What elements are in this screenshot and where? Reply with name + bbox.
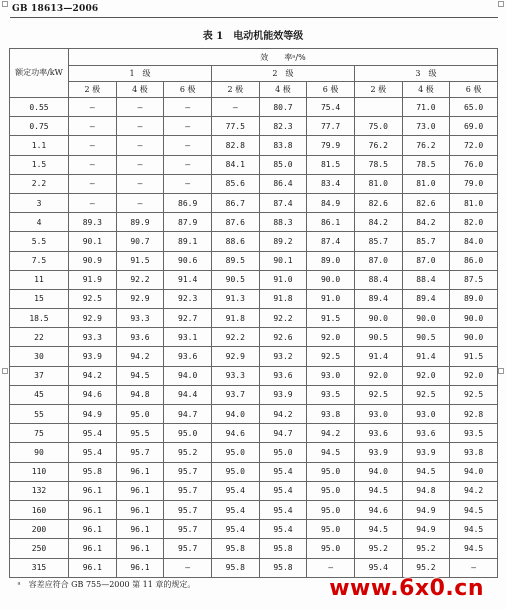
table-row [10, 270, 498, 289]
efficiency-cell: 96.1 [69, 500, 117, 519]
efficiency-cell: 93.6 [402, 424, 450, 443]
efficiency-cell: 76.2 [402, 136, 450, 155]
efficiency-cell: 80.7 [259, 98, 307, 117]
efficiency-cell: 96.1 [116, 539, 164, 558]
efficiency-cell: 95.4 [69, 424, 117, 443]
efficiency-cell: 94.0 [211, 405, 259, 424]
efficiency-cell: 86.1 [307, 213, 355, 232]
efficiency-cell: 91.5 [116, 251, 164, 270]
efficiency-header: 效 率ᵃ/% [69, 49, 498, 66]
efficiency-cell: 92.0 [402, 366, 450, 385]
efficiency-cell: 91.3 [211, 289, 259, 308]
efficiency-cell: 96.1 [116, 462, 164, 481]
efficiency-cell: 93.0 [402, 405, 450, 424]
table-row [10, 539, 498, 558]
efficiency-cell: 96.1 [116, 481, 164, 500]
efficiency-cell: 93.9 [354, 443, 402, 462]
table-row [10, 98, 498, 117]
table-row [10, 385, 498, 404]
efficiency-cell: 95.8 [211, 558, 259, 577]
efficiency-cell: 87.0 [402, 251, 450, 270]
efficiency-cell: 93.3 [116, 309, 164, 328]
efficiency-cell: 94.9 [402, 520, 450, 539]
efficiency-cell: 90.0 [307, 270, 355, 289]
efficiency-cell: 93.1 [164, 328, 212, 347]
efficiency-cell: 94.0 [164, 366, 212, 385]
power-cell: 22 [10, 328, 69, 347]
power-cell: 4 [10, 213, 69, 232]
efficiency-cell: 95.0 [307, 500, 355, 519]
efficiency-cell: 94.2 [450, 481, 498, 500]
efficiency-cell: — [307, 558, 355, 577]
efficiency-cell: 95.0 [259, 443, 307, 462]
efficiency-cell: 95.2 [354, 539, 402, 558]
efficiency-cell: 91.5 [450, 347, 498, 366]
efficiency-cell: — [69, 155, 117, 174]
table-row [10, 155, 498, 174]
efficiency-cell: 95.8 [259, 558, 307, 577]
table-row [10, 347, 498, 366]
power-cell: 1.1 [10, 136, 69, 155]
efficiency-cell: — [116, 98, 164, 117]
efficiency-cell: 92.6 [259, 328, 307, 347]
table-row [10, 481, 498, 500]
efficiency-cell: 94.5 [116, 366, 164, 385]
efficiency-cell: 95.7 [164, 520, 212, 539]
efficiency-cell: 94.5 [307, 443, 355, 462]
efficiency-cell: 88.4 [402, 270, 450, 289]
efficiency-cell: 89.1 [164, 232, 212, 251]
efficiency-cell: — [164, 174, 212, 193]
selection-handle[interactable] [498, 1, 504, 7]
efficiency-cell: 95.0 [211, 462, 259, 481]
efficiency-cell: — [116, 117, 164, 136]
efficiency-cell: 90.5 [354, 328, 402, 347]
efficiency-cell: 90.0 [450, 309, 498, 328]
efficiency-cell: 91.0 [259, 270, 307, 289]
efficiency-cell: 94.6 [354, 500, 402, 519]
table-title: 表 1 电动机能效等级 [202, 31, 304, 42]
efficiency-cell: 87.5 [450, 270, 498, 289]
table-row [10, 232, 498, 251]
efficiency-cell: — [69, 174, 117, 193]
efficiency-table [9, 48, 498, 592]
efficiency-cell: 65.0 [450, 98, 498, 117]
efficiency-cell: 81.0 [450, 193, 498, 212]
pole-header: 2 极 [211, 82, 259, 98]
efficiency-cell: 79.0 [450, 174, 498, 193]
power-cell: 0.75 [10, 117, 69, 136]
pole-header: 4 极 [116, 82, 164, 98]
efficiency-cell: 78.5 [402, 155, 450, 174]
efficiency-cell: 85.7 [402, 232, 450, 251]
efficiency-cell: 92.5 [69, 289, 117, 308]
efficiency-cell: 94.6 [211, 424, 259, 443]
efficiency-cell: 84.2 [402, 213, 450, 232]
efficiency-cell: 92.7 [164, 309, 212, 328]
efficiency-cell: 95.7 [164, 481, 212, 500]
selection-handle[interactable] [2, 368, 8, 374]
efficiency-cell: 92.5 [354, 385, 402, 404]
table-row [10, 366, 498, 385]
pole-header: 2 极 [69, 82, 117, 98]
efficiency-cell: 75.0 [354, 117, 402, 136]
efficiency-cell: 93.7 [211, 385, 259, 404]
efficiency-cell: 92.5 [307, 347, 355, 366]
efficiency-cell: 96.1 [69, 539, 117, 558]
power-cell: 45 [10, 385, 69, 404]
efficiency-cell: 92.2 [259, 309, 307, 328]
efficiency-cell: 89.0 [450, 289, 498, 308]
power-cell: 0.55 [10, 98, 69, 117]
efficiency-cell: — [211, 98, 259, 117]
grade-header: 3 级 [354, 66, 497, 82]
efficiency-cell: 84.2 [354, 213, 402, 232]
efficiency-cell: 95.0 [116, 405, 164, 424]
efficiency-cell: 94.0 [354, 462, 402, 481]
efficiency-cell: 95.7 [164, 462, 212, 481]
efficiency-cell: 91.8 [211, 309, 259, 328]
efficiency-cell: 95.4 [259, 481, 307, 500]
efficiency-cell: 76.2 [354, 136, 402, 155]
power-cell: 110 [10, 462, 69, 481]
efficiency-cell: — [69, 136, 117, 155]
efficiency-cell: 95.4 [354, 558, 402, 577]
efficiency-cell: — [69, 98, 117, 117]
efficiency-cell: 95.4 [259, 520, 307, 539]
efficiency-cell: 89.3 [69, 213, 117, 232]
table-row [10, 558, 498, 577]
efficiency-cell: 92.2 [116, 270, 164, 289]
efficiency-cell: 88.4 [354, 270, 402, 289]
efficiency-cell: 83.4 [307, 174, 355, 193]
pole-header: 6 极 [307, 82, 355, 98]
pole-header: 6 极 [164, 82, 212, 98]
efficiency-cell: — [116, 174, 164, 193]
efficiency-cell: 71.0 [402, 98, 450, 117]
pole-header: 4 极 [402, 82, 450, 98]
efficiency-cell: 90.0 [450, 328, 498, 347]
table-row [10, 424, 498, 443]
efficiency-cell: 94.2 [307, 424, 355, 443]
table-row [10, 193, 498, 212]
document-header: GB 18613—2006 [12, 4, 99, 14]
efficiency-cell: 93.0 [354, 405, 402, 424]
table-row [10, 462, 498, 481]
table-row [10, 251, 498, 270]
efficiency-cell: 91.0 [307, 289, 355, 308]
power-cell: 30 [10, 347, 69, 366]
efficiency-cell: 90.0 [354, 309, 402, 328]
efficiency-cell: 84.0 [450, 232, 498, 251]
efficiency-cell: 90.7 [116, 232, 164, 251]
efficiency-cell: 95.2 [402, 539, 450, 558]
efficiency-cell: 93.6 [354, 424, 402, 443]
efficiency-cell: 95.8 [259, 539, 307, 558]
efficiency-cell: — [164, 136, 212, 155]
power-cell: 2.2 [10, 174, 69, 193]
efficiency-cell: 96.1 [69, 481, 117, 500]
efficiency-cell: 90.6 [164, 251, 212, 270]
efficiency-cell: 93.9 [69, 347, 117, 366]
efficiency-cell: 89.4 [354, 289, 402, 308]
efficiency-cell: 94.5 [402, 462, 450, 481]
efficiency-cell: 89.0 [307, 251, 355, 270]
efficiency-cell: 82.6 [402, 193, 450, 212]
efficiency-cell: 81.0 [402, 174, 450, 193]
efficiency-cell: 93.5 [307, 385, 355, 404]
efficiency-cell: 92.5 [450, 385, 498, 404]
efficiency-cell: 94.7 [164, 405, 212, 424]
efficiency-cell: 77.5 [211, 117, 259, 136]
efficiency-cell: 89.2 [259, 232, 307, 251]
grade-header: 1 级 [69, 66, 212, 82]
pole-header: 2 极 [354, 82, 402, 98]
efficiency-cell: 93.6 [116, 328, 164, 347]
efficiency-cell: 91.9 [69, 270, 117, 289]
efficiency-cell: 86.0 [450, 251, 498, 270]
efficiency-cell: — [164, 155, 212, 174]
efficiency-cell: 94.2 [259, 405, 307, 424]
efficiency-cell: 93.3 [69, 328, 117, 347]
efficiency-cell: 86.4 [259, 174, 307, 193]
efficiency-cell: 92.5 [402, 385, 450, 404]
efficiency-cell: 90.5 [211, 270, 259, 289]
efficiency-cell: 86.9 [164, 193, 212, 212]
efficiency-cell: 87.9 [164, 213, 212, 232]
power-cell: 37 [10, 366, 69, 385]
power-cell: 160 [10, 500, 69, 519]
efficiency-cell: 95.0 [307, 462, 355, 481]
power-cell: 7.5 [10, 251, 69, 270]
efficiency-cell: 95.8 [69, 462, 117, 481]
pole-header: 4 极 [259, 82, 307, 98]
efficiency-cell: 89.4 [402, 289, 450, 308]
table-row [10, 174, 498, 193]
efficiency-cell: 85.0 [259, 155, 307, 174]
efficiency-cell: 93.2 [259, 347, 307, 366]
efficiency-cell: 91.4 [354, 347, 402, 366]
table-row [10, 289, 498, 308]
efficiency-cell: 90.9 [69, 251, 117, 270]
efficiency-cell: 95.4 [211, 520, 259, 539]
efficiency-cell: 94.6 [69, 385, 117, 404]
efficiency-cell: 95.0 [164, 424, 212, 443]
efficiency-cell: 79.9 [307, 136, 355, 155]
efficiency-cell: 82.8 [211, 136, 259, 155]
efficiency-cell: 76.0 [450, 155, 498, 174]
efficiency-cell: 87.4 [259, 193, 307, 212]
efficiency-cell: 94.0 [450, 462, 498, 481]
efficiency-cell: 95.0 [211, 443, 259, 462]
grade-header: 2 级 [211, 66, 354, 82]
efficiency-cell: 78.5 [354, 155, 402, 174]
efficiency-cell: — [164, 117, 212, 136]
table-row [10, 117, 498, 136]
efficiency-cell: 96.1 [116, 520, 164, 539]
efficiency-cell: 94.8 [402, 481, 450, 500]
power-column-header: 额定功率/kW [10, 49, 69, 98]
efficiency-cell: 92.9 [69, 309, 117, 328]
efficiency-cell: 82.6 [354, 193, 402, 212]
efficiency-cell: 94.2 [69, 366, 117, 385]
efficiency-cell: 90.1 [69, 232, 117, 251]
table-row [10, 309, 498, 328]
power-cell: 250 [10, 539, 69, 558]
power-cell: 1.5 [10, 155, 69, 174]
efficiency-cell: 93.6 [259, 366, 307, 385]
efficiency-cell: 94.2 [116, 347, 164, 366]
efficiency-cell: 87.0 [354, 251, 402, 270]
efficiency-cell: 81.0 [354, 174, 402, 193]
efficiency-cell: 94.9 [402, 500, 450, 519]
table-row [10, 443, 498, 462]
efficiency-cell: 95.0 [307, 539, 355, 558]
efficiency-cell: 95.5 [116, 424, 164, 443]
power-cell: 55 [10, 405, 69, 424]
power-cell: 75 [10, 424, 69, 443]
efficiency-cell: 89.9 [116, 213, 164, 232]
efficiency-cell: 84.1 [211, 155, 259, 174]
efficiency-cell: 88.3 [259, 213, 307, 232]
efficiency-cell: 93.3 [211, 366, 259, 385]
table-row [10, 328, 498, 347]
efficiency-cell: 92.0 [450, 366, 498, 385]
efficiency-cell: 93.8 [450, 443, 498, 462]
efficiency-cell [354, 98, 402, 117]
efficiency-cell: 95.8 [211, 539, 259, 558]
table-row [10, 520, 498, 539]
efficiency-cell: 94.7 [259, 424, 307, 443]
efficiency-cell: 92.3 [164, 289, 212, 308]
power-cell: 132 [10, 481, 69, 500]
efficiency-cell: 95.4 [211, 481, 259, 500]
efficiency-cell: 94.5 [354, 520, 402, 539]
efficiency-cell: — [116, 136, 164, 155]
efficiency-cell: — [116, 193, 164, 212]
efficiency-cell: 93.8 [307, 405, 355, 424]
efficiency-cell: 95.4 [259, 462, 307, 481]
efficiency-cell: 96.1 [69, 520, 117, 539]
power-cell: 18.5 [10, 309, 69, 328]
efficiency-cell: 77.7 [307, 117, 355, 136]
efficiency-cell: 87.4 [307, 232, 355, 251]
table-row [10, 405, 498, 424]
efficiency-cell: 84.9 [307, 193, 355, 212]
efficiency-cell: 89.5 [211, 251, 259, 270]
efficiency-cell: 93.9 [402, 443, 450, 462]
efficiency-cell: 93.6 [164, 347, 212, 366]
efficiency-cell: 91.4 [402, 347, 450, 366]
efficiency-cell: 81.5 [307, 155, 355, 174]
power-cell: 11 [10, 270, 69, 289]
efficiency-cell: 72.0 [450, 136, 498, 155]
efficiency-cell: 92.9 [116, 289, 164, 308]
efficiency-cell: — [164, 558, 212, 577]
efficiency-cell: 92.2 [211, 328, 259, 347]
efficiency-cell: 94.9 [69, 405, 117, 424]
efficiency-cell: 85.6 [211, 174, 259, 193]
efficiency-cell: 95.7 [164, 500, 212, 519]
efficiency-cell: 95.7 [164, 539, 212, 558]
efficiency-cell: — [116, 155, 164, 174]
efficiency-cell: 96.1 [116, 500, 164, 519]
selection-handle[interactable] [498, 368, 504, 374]
efficiency-cell: 94.5 [450, 539, 498, 558]
power-cell: 5.5 [10, 232, 69, 251]
efficiency-cell: — [164, 98, 212, 117]
efficiency-cell: 91.5 [307, 309, 355, 328]
efficiency-cell: 93.9 [259, 385, 307, 404]
efficiency-cell: 96.1 [69, 558, 117, 577]
efficiency-cell: 95.4 [211, 500, 259, 519]
efficiency-cell: 82.3 [259, 117, 307, 136]
efficiency-cell: 95.4 [69, 443, 117, 462]
table-footnote: ᵃ 容差应符合 GB 755—2000 第 11 章的规定。 [17, 580, 196, 590]
efficiency-cell: 94.5 [450, 520, 498, 539]
efficiency-cell: 85.7 [354, 232, 402, 251]
watermark-logo: www.6x0.cn [329, 576, 484, 601]
efficiency-cell: 94.8 [116, 385, 164, 404]
table-row [10, 213, 498, 232]
efficiency-cell: 95.2 [164, 443, 212, 462]
efficiency-cell: 94.5 [354, 481, 402, 500]
efficiency-cell: 87.6 [211, 213, 259, 232]
efficiency-cell: 94.4 [164, 385, 212, 404]
efficiency-cell: 90.0 [402, 309, 450, 328]
efficiency-cell: 91.8 [259, 289, 307, 308]
efficiency-cell: 73.0 [402, 117, 450, 136]
table-row [10, 136, 498, 155]
efficiency-cell: 92.0 [307, 328, 355, 347]
efficiency-cell: — [450, 558, 498, 577]
efficiency-cell: 95.7 [116, 443, 164, 462]
efficiency-cell: — [69, 193, 117, 212]
efficiency-cell: 75.4 [307, 98, 355, 117]
efficiency-cell: 95.2 [402, 558, 450, 577]
efficiency-cell: 69.0 [450, 117, 498, 136]
efficiency-cell: 93.5 [450, 424, 498, 443]
power-cell: 200 [10, 520, 69, 539]
efficiency-cell: 92.9 [211, 347, 259, 366]
table-row [10, 500, 498, 519]
efficiency-cell: 96.1 [116, 558, 164, 577]
efficiency-cell: 86.7 [211, 193, 259, 212]
pole-header: 6 极 [450, 82, 498, 98]
power-cell: 15 [10, 289, 69, 308]
efficiency-cell: 92.8 [450, 405, 498, 424]
efficiency-cell: 93.0 [307, 366, 355, 385]
efficiency-cell: 88.6 [211, 232, 259, 251]
efficiency-cell: 82.0 [450, 213, 498, 232]
power-cell: 3 [10, 193, 69, 212]
header-divider [10, 17, 498, 18]
efficiency-cell: 94.5 [450, 500, 498, 519]
power-cell: 315 [10, 558, 69, 577]
efficiency-cell: 83.8 [259, 136, 307, 155]
efficiency-cell: 90.5 [402, 328, 450, 347]
efficiency-cell: 95.0 [307, 481, 355, 500]
selection-handle[interactable] [2, 1, 8, 7]
efficiency-cell: 90.1 [259, 251, 307, 270]
efficiency-cell: 91.4 [164, 270, 212, 289]
efficiency-cell: 92.0 [354, 366, 402, 385]
efficiency-cell: 95.0 [307, 520, 355, 539]
efficiency-cell: 95.4 [259, 500, 307, 519]
power-cell: 90 [10, 443, 69, 462]
efficiency-cell: — [69, 117, 117, 136]
